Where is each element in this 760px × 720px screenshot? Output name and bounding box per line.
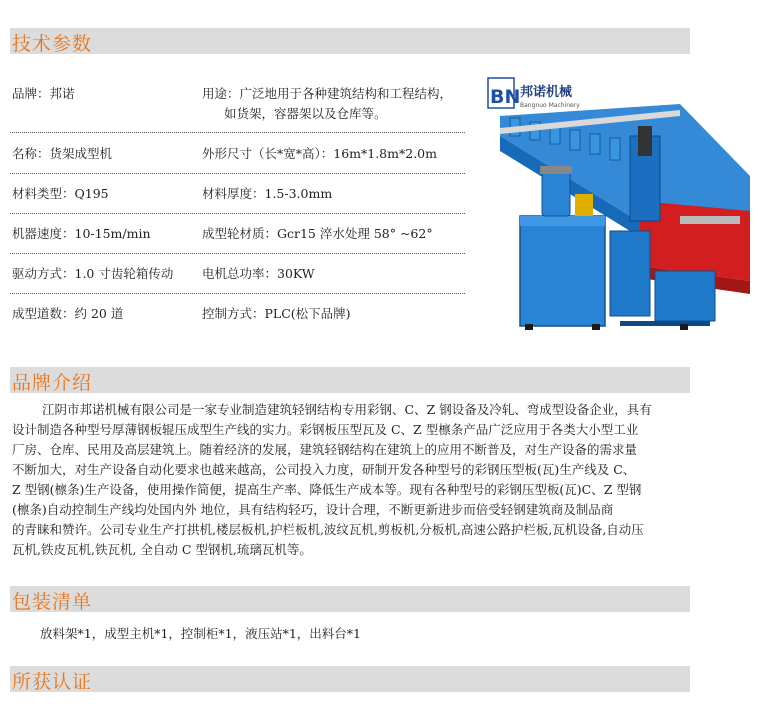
divider bbox=[10, 173, 465, 174]
brand-intro-paragraph bbox=[12, 400, 692, 560]
spec-row-name-size bbox=[12, 144, 467, 166]
logo-name-cn: 邦诺机械 bbox=[520, 85, 573, 100]
logo-name-en: Bangnuo Machinery bbox=[520, 102, 580, 109]
spec-roller: 成型轮材质：Gcr15 淬水处理 58° ~62° bbox=[202, 226, 433, 241]
spec-row-drive bbox=[12, 264, 467, 286]
brand-intro-line: 的青睐和赞许。公司专业生产打拱机,楼层板机,护栏板机,波纹瓦机,剪板机,分板机,高速公路护栏板,瓦机设备,自动压 bbox=[12, 522, 644, 537]
spec-control: 控制方式：PLC(松下品牌) bbox=[202, 306, 351, 321]
package-list: 放料架*1，成型主机*1，控制柜*1，液压站*1，出料台*1 bbox=[40, 626, 362, 641]
spec-drive: 驱动方式：1.0 寸齿轮箱传动 bbox=[12, 266, 174, 281]
spec-size: 外形尺寸（长*宽*高）：16m*1.8m*2.0m bbox=[202, 146, 437, 161]
spec-usage-line1: 用途：广泛地用于各种建筑结构和工程结构， bbox=[202, 86, 453, 101]
spec-row-speed bbox=[12, 224, 467, 246]
spec-thickness: 材料厚度：1.5-3.0mm bbox=[202, 186, 333, 201]
spec-row-stations bbox=[12, 304, 467, 326]
spec-name: 名称：货架成型机 bbox=[12, 146, 113, 161]
section-title-brand: 品牌介绍 bbox=[12, 372, 93, 394]
section-title-package: 包装清单 bbox=[12, 591, 93, 613]
machine-photo bbox=[480, 66, 750, 346]
section-title-cert: 所获认证 bbox=[12, 671, 93, 693]
brand-intro-line: (檩条)自动控制生产线均处国内外 地位，具有结构轻巧，设计合理，不断更新进步而倍受轻钢建筑商及制品商 bbox=[12, 502, 614, 517]
spec-material: 材料类型：Q195 bbox=[12, 186, 109, 201]
brand-intro-line: Z 型钢(檩条)生产设备，使用操作简便，提高生产率、降低生产成本等。现有各种型号的彩钢压型板(瓦)C、Z 型钢 bbox=[12, 482, 642, 497]
logo-mark: BN bbox=[490, 86, 521, 108]
spec-row-usage-cont bbox=[12, 104, 467, 126]
spec-row-material bbox=[12, 184, 467, 206]
brand-intro-line: 设计制造各种型号厚薄钢板辊压成型生产线的实力。彩钢板压型瓦及 C、Z 型檩条产品广泛应用于各类大小型工业 bbox=[12, 422, 639, 437]
divider bbox=[10, 253, 465, 254]
spec-speed: 机器速度：10-15m/min bbox=[12, 226, 151, 241]
brand-intro-line: 瓦机,铁皮瓦机,铁瓦机, 全自动 C 型钢机,琉璃瓦机等。 bbox=[12, 542, 312, 557]
spec-usage-line2: 如货架，容器架以及仓库等。 bbox=[224, 106, 387, 121]
section-header-brand bbox=[10, 367, 690, 393]
spec-stations: 成型道数：约 20 道 bbox=[12, 306, 124, 321]
brand-intro-line: 不断加大，对生产设备自动化要求也越来越高，公司投入力度，研制开发各种型号的彩钢压型板(瓦)生产线及 C、 bbox=[12, 462, 636, 477]
spec-row-brand-usage bbox=[12, 84, 467, 106]
brand-intro-line: 江阴市邦诺机械有限公司是一家专业制造建筑轻钢结构专用彩钢、C、Z 钢设备及冷轧、弯成型设备企业，具有 bbox=[42, 402, 652, 417]
section-header-specs bbox=[10, 28, 690, 54]
spec-brand: 品牌：邦诺 bbox=[12, 86, 75, 101]
section-header-package bbox=[10, 586, 690, 612]
spec-power: 电机总功率：30KW bbox=[202, 266, 315, 281]
brand-intro-line: 厂房、仓库、民用及高层建筑上。随着经济的发展，建筑轻钢结构在建筑上的应用不断普及，对生产设备的需求量 bbox=[12, 442, 638, 457]
divider bbox=[10, 132, 465, 133]
section-header-cert bbox=[10, 666, 690, 692]
divider bbox=[10, 293, 465, 294]
divider bbox=[10, 213, 465, 214]
section-title-specs: 技术参数 bbox=[12, 33, 93, 55]
